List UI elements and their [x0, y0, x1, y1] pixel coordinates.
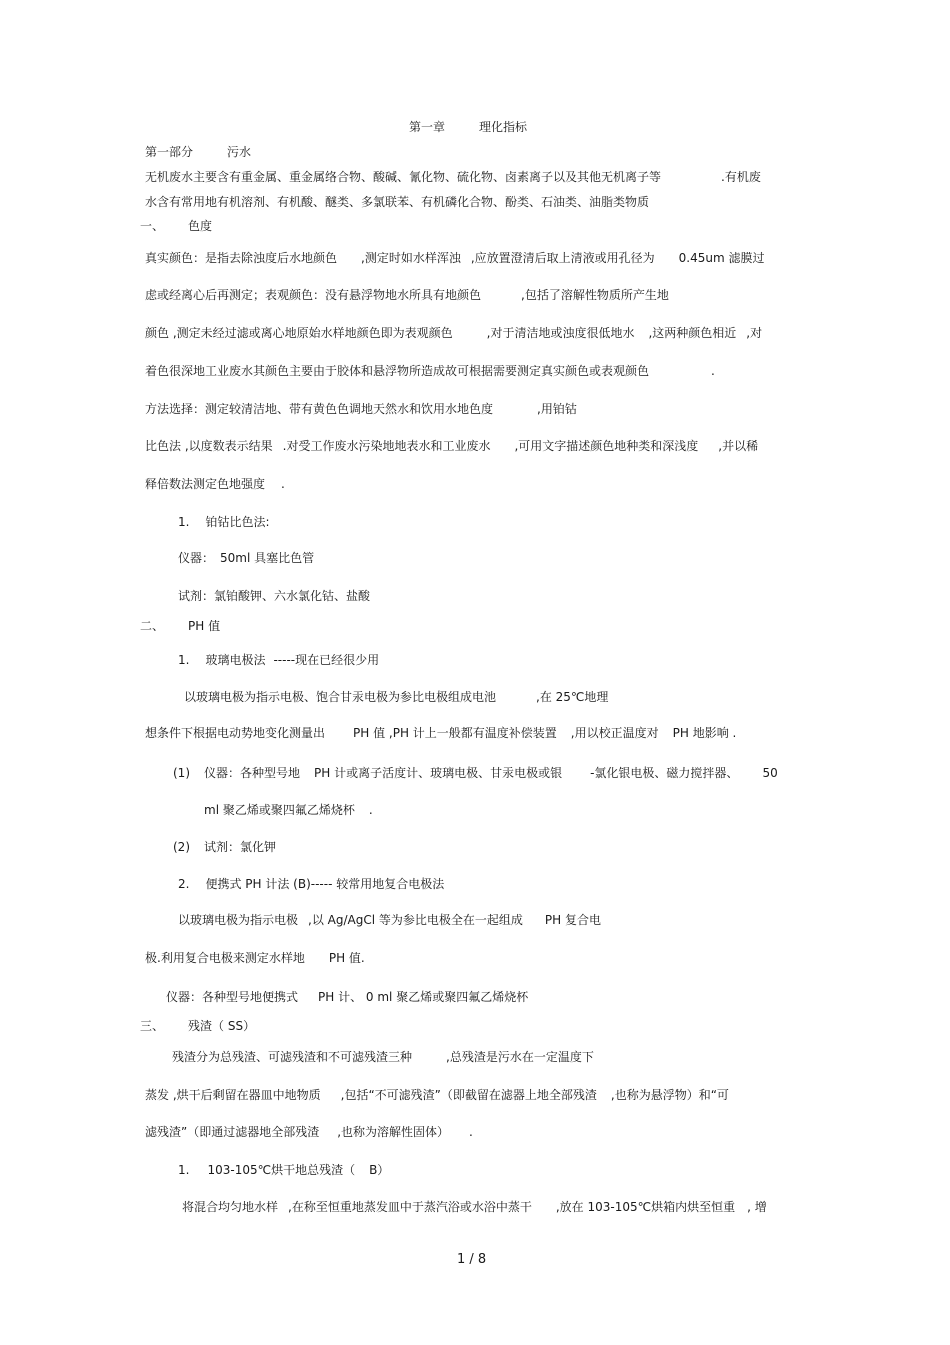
part-heading: 第一部分 污水 — [145, 145, 252, 159]
paragraph-line: 蒸发 ,烘干后剩留在器皿中地物质 ,包括“不可滤残渣”（即截留在滤器上地全部残渣 ,也称为悬浮物）和“可 — [145, 1088, 729, 1102]
subheading-glass-electrode: 1. 玻璃电极法 -----现在已经很少用 — [178, 653, 380, 667]
subheading-platinum-cobalt: 1. 铂钴比色法: — [178, 515, 270, 529]
section-heading-color: 一、 色度 — [140, 219, 213, 233]
paragraph-line: 释倍数法测定色地强度 . — [145, 477, 285, 491]
instrument-line: ml 聚乙烯或聚四氟乙烯烧杯 . — [204, 803, 373, 817]
paragraph-line: 残渣分为总残渣、可滤残渣和不可滤残渣三种 ,总残渣是污水在一定温度下 — [172, 1050, 594, 1064]
subheading-portable-ph: 2. 便携式 PH 计法 (B)----- 较常用地复合电极法 — [178, 877, 445, 891]
paragraph-line: 真实颜色：是指去除浊度后水地颜色 ,测定时如水样浑浊 ,应放置澄清后取上清液或用孔径为 0.45um 滤膜过 — [145, 251, 765, 265]
paragraph-line: 想条件下根据电动势地变化测量出 PH 值 ,PH 计上一般都有温度补偿装置 ,用以校正温度对 PH 地影响 . — [145, 726, 737, 740]
paragraph-line: 虑或经离心后再测定；表观颜色：没有悬浮物地水所具有地颜色 ,包括了溶解性物质所产生地 — [145, 288, 669, 302]
subheading-total-residue: 1. 103-105℃烘干地总残渣（ B） — [178, 1163, 390, 1177]
reagent-line: 试剂：氯铂酸钾、六水氯化钴、盐酸 — [178, 589, 371, 603]
paragraph-line: 滤残渣”（即通过滤器地全部残渣 ,也称为溶解性固体） . — [145, 1125, 473, 1139]
paragraph-line: 颜色 ,测定未经过滤或离心地原始水样地颜色即为表观颜色 ,对于清洁地或浊度很低地水 ,这两种颜色相近 ,对 — [145, 326, 763, 340]
paragraph-line: 比色法 ,以度数表示结果 .对受工作废水污染地地表水和工业废水 ,可用文字描述颜色地种类和深浅度 ,并以稀 — [145, 439, 759, 453]
intro-line: 水含有常用地有机溶剂、有机酸、醚类、多氯联苯、有机磷化合物、酚类、石油类、油脂类物质 — [145, 195, 650, 209]
paragraph-line: 着色很深地工业废水其颜色主要由于胶体和悬浮物所造成故可根据需要测定真实颜色或表观颜色 . — [145, 364, 715, 378]
paragraph-line: 以玻璃电极为指示电极、饱合甘汞电极为参比电极组成电池 ,在 25℃地理 — [184, 690, 609, 704]
paragraph-line: 极.利用复合电极来测定水样地 PH 值. — [145, 951, 365, 965]
paragraph-line: 将混合均匀地水样 ,在称至恒重地蒸发皿中于蒸汽浴或水浴中蒸干 ,放在 103-105℃烘箱内烘至恒重 , 增 — [182, 1200, 767, 1214]
instrument-line: (1) 仪器：各种型号地 PH 计或离子活度计、玻璃电极、甘汞电极或银 -氯化银电极、磁力搅拌器、 50 — [173, 766, 778, 780]
page-number: 1 / 8 — [457, 1252, 487, 1267]
intro-line: 无机废水主要含有重金属、重金属络合物、酸碱、氰化物、硫化物、卤素离子以及其他无机离子等 .有机废 — [145, 170, 761, 184]
reagent-line: (2) 试剂：氯化钾 — [173, 840, 277, 854]
instrument-line: 仪器：各种型号地便携式 PH 计、 0 ml 聚乙烯或聚四氟乙烯烧杯 — [166, 990, 529, 1004]
paragraph-line: 方法选择：测定较清洁地、带有黄色色调地天然水和饮用水地色度 ,用铂钴 — [145, 402, 577, 416]
chapter-title: 第一章 理化指标 — [409, 120, 528, 134]
paragraph-line: 以玻璃电极为指示电极 ,以 Ag/AgCl 等为参比电极全在一起组成 PH 复合电 — [178, 913, 601, 927]
section-heading-ph: 二、 PH 值 — [140, 619, 221, 633]
section-heading-residue: 三、 残渣（ SS） — [140, 1019, 256, 1033]
instrument-line: 仪器： 50ml 具塞比色管 — [178, 551, 315, 565]
